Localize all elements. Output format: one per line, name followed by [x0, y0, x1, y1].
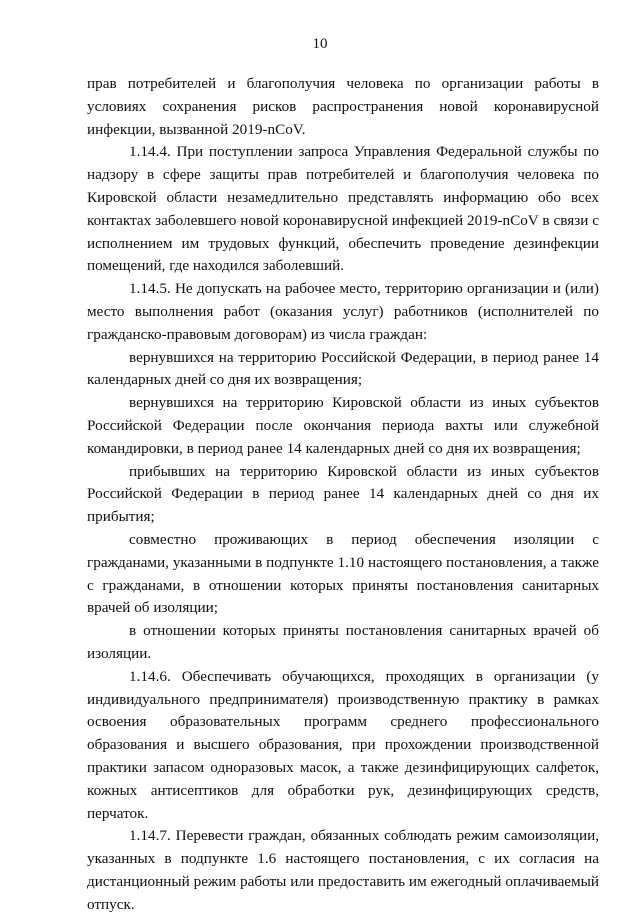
paragraph-1-14-7: 1.14.7. Перевести граждан, обязанных соблюдать режим самоизоляции, указанных в подпункте 1.6 настоящего постановления, с их согласия на дистанционный режим работы или предоставить им ежегодный оплачиваемый отпуск. [87, 827, 599, 913]
paragraph-1-14-5: 1.14.5. Не допускать на рабочее место, территорию организации и (или) место выполнения работ (оказания услуг) работников (исполнителей по гражданско-правовым договорам) из числа граждан: [87, 280, 599, 343]
paragraph-1-14-4: 1.14.4. При поступлении запроса Управления Федеральной службы по надзору в сфере защиты прав потребителей и благополучия человека по Кировской области незамедлительно представлять информацию обо всех контактах заболевшего новой коронавирусной инфекцией 2019-nCoV в связи с исполнением им трудовых функций, обеспечить проведение дезинфекции помещений, где находился заболевший. [87, 143, 599, 275]
list-item-returned-to-russia: вернувшихся на территорию Российской Федерации, в период ранее 14 календарных дней со дня их возвращения; [87, 348, 599, 389]
document-body [87, 73, 599, 916]
list-item-arrived-to-kirov: прибывших на территорию Кировской области из иных субъектов Российской Федерации в период ранее 14 календарных дней со дня их прибытия; [87, 462, 599, 526]
list-item-isolation-orders: в отношении которых приняты постановления санитарных врачей об изоляции. [87, 622, 599, 662]
paragraph-1-14-6: 1.14.6. Обеспечивать обучающихся, проходящих в организации (у индивидуального предпринимателя) производственную практику в рамках освоения образовательных программ среднего профессионального образования и высшего образования, при прохождении производственной практики запасом одноразовых масок, а также дезинфицирующих салфеток, кожных антисептиков для обработки рук, дезинфицирующих средств, перчаток. [87, 667, 599, 822]
list-item-cohabiting: совместно проживающих в период обеспечения изоляции с гражданами, указанными в подпункте 1.10 настоящего постановления, а также с гражданами, в отношении которых приняты постановления санитарных врачей об изоляции; [87, 530, 599, 617]
paragraph-continuation: прав потребителей и благополучия человека по организации работы в условиях сохранения рисков распространения новой коронавирусной инфекции, вызванной 2019-nCoV. [87, 75, 599, 138]
page-number: 10 [312, 36, 328, 52]
list-item-returned-from-shift: вернувшихся на территорию Кировской области из иных субъектов Российской Федерации после окончания периода вахты или служебной командировки, в период ранее 14 календарных дней со дня их возвращения; [87, 394, 599, 457]
